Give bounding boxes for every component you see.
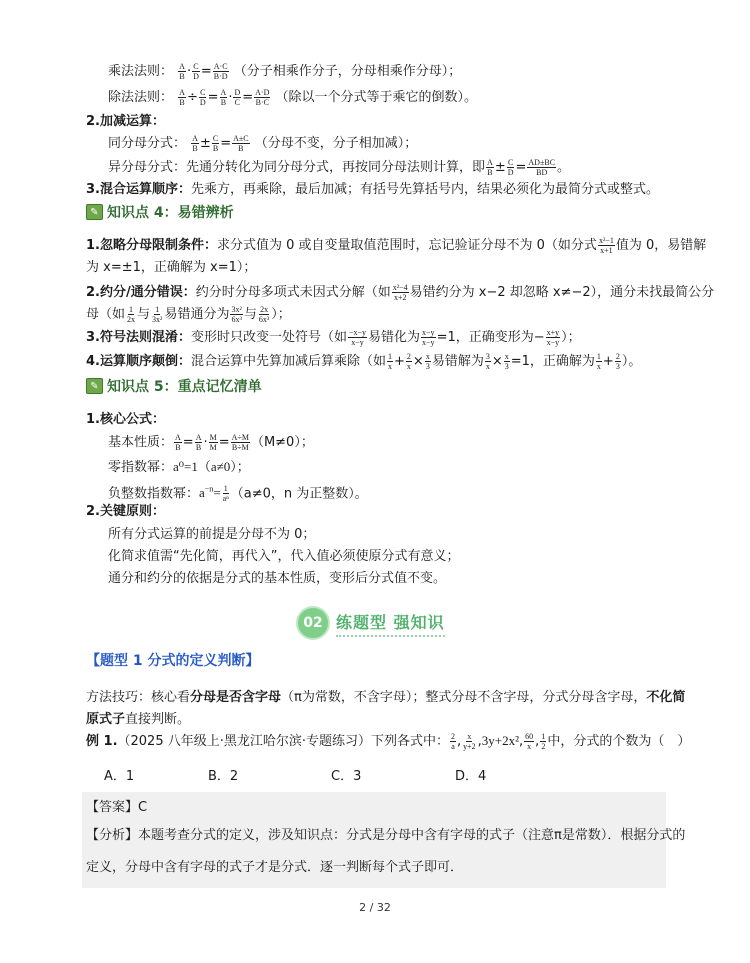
error-2-line2: 母（如 $\frac{1}{2x}$ 与 $\frac{1}{\text{3x²}}$ 易错通分为 $\frac{\text{3x²}}{\text{6x³}}$ 与 $\frac{2x}{\text{6x³}}$ ）； — [86, 305, 291, 324]
same-denominator-rule: 同分母分式： $\frac{A}{B}$ ± $\frac{C}{B}$ = $\frac{A\pm C}{B}$ （分母不变，分子相加减）； — [108, 134, 418, 153]
principle-3: 通分和约分的依据是分式的基本性质，变形后分式值不变。 — [108, 571, 447, 586]
method-tip: 方法技巧：核心看分母是否含字母（π为常数，不含字母）；整式分母不含字母，分式分母含字母，不化简 — [86, 690, 686, 705]
error-3: 3.符号法则混淆：变形时只改变一处符号（如 $\frac{-x-y}{x-y}$ 易错化为 $\frac{x-y}{x-y}$ =1，正确变形为− $\frac{x+y}{x-y}$ ）； — [86, 328, 581, 347]
kp5-title: ✎ 知识点 5：重点记忆清单 — [86, 376, 262, 396]
section-title: 练题型 强知识 — [336, 610, 445, 637]
add-heading: 2.加减运算： — [86, 114, 165, 129]
answer: 【答案】C — [86, 800, 148, 815]
option-b: B．2 — [208, 769, 239, 784]
page-number: 2 / 32 — [359, 901, 391, 914]
section-number-badge: 02 — [296, 606, 330, 640]
zero-exponent: 零指数幂：a⁰=1（a≠0）； — [108, 459, 250, 475]
analysis-line-1: 【分析】本题考查分式的定义，涉及知识点：分式是分母中含有字母的式子（注意π是常数）．根据分式的 — [86, 828, 686, 843]
section-banner — [296, 606, 445, 640]
kp4-title: ✎ 知识点 4：易错辨析 — [86, 202, 234, 222]
div-rule: 除法法则： $\frac{A}{B}$ ÷ $\frac{C}{D}$ = $\frac{A}{B}$ · $\frac{D}{C}$ = $\frac{A\cdot D}{B\cdot C}$ （除以一个分式等于乘它的倒数）。 — [108, 88, 478, 107]
option-a: A．1 — [104, 769, 135, 784]
analysis-line-2: 定义，分母中含有字母的式子才是分式．逐一判断每个式子即可． — [86, 860, 464, 875]
mix-order: 3.混合运算顺序：先乘方，再乘除，最后加减；有括号先算括号内，结果必须化为最简分式或整式。 — [86, 182, 659, 197]
mul-rule: 乘法法则： $\frac{A}{B}$ · $\frac{C}{D}$ = $\frac{A\cdot C}{B\cdot D}$ （分子相乘作分子，分母相乘作分母）； — [108, 62, 462, 81]
negative-exponent: 负整数指数幂：$a^{-n}=$ $\frac{1}{\text{aⁿ}}$ （a≠0，n 为正整数）。 — [108, 484, 368, 504]
pencil-note-icon: ✎ — [86, 378, 103, 394]
error-4: 4.运算顺序颠倒：混合运算中先算加减后算乘除（如 $\frac{1}{x}$ + $\frac{2}{x}$ × $\frac{x}{3}$ 易错解为 $\frac{3}{x}$ × $\frac{x}{3}$ =1，正确解为 $\frac{1}{x}$ + $\frac{2}{3}$ ）。 — [86, 352, 642, 371]
error-2: 2.约分/通分错误：约分时分母多项式未因式分解（如 $\frac{\text{x²−4}}{x+2}$ 易错约分为 x−2 却忽略 x≠−2），通分未找最简公分 — [86, 283, 715, 302]
principle-1: 所有分式运算的前提是分母不为 0； — [108, 527, 316, 542]
option-c: C．3 — [331, 769, 362, 784]
basic-property: 基本性质： $\frac{A}{B}$ = $\frac{A}{B}$ · $\frac{M}{M}$ = $\frac{A\div M}{B\div M}$ （M≠0）； — [108, 433, 314, 452]
example-1: 例 1.（2025 八年级上·黑龙江哈尔滨·专题练习）下列各式中： $\frac{2}{a}$ , $\frac{x}{y+2}$ ,3y+2x², $\frac{60}{x}$ , $\frac{1}{2}$ 中，分式的个数为（ ） — [86, 732, 691, 751]
error-1: 1.忽略分母限制条件：求分式值为 0 或自变量取值范围时，忘记验证分母不为 0（如分式 $\frac{\text{x²−1}}{x+1}$ 值为 0，易错解 — [86, 236, 707, 255]
core-heading: 1.核心公式： — [86, 412, 165, 427]
key-heading: 2.关键原则： — [86, 504, 165, 519]
method-tip-line2: 原式子直接判断。 — [86, 712, 191, 727]
error-1-line2: 为 x=±1，正确解为 x=1）； — [86, 260, 257, 275]
principle-2: 化简求值需“先化简，再代入”，代入值必须使原分式有意义； — [108, 549, 460, 564]
type-1-title: 【题型 1 分式的定义判断】 — [86, 653, 260, 669]
pencil-note-icon: ✎ — [86, 204, 103, 220]
diff-denominator-rule: 异分母分式：先通分转化为同分母分式，再按同分母法则计算，即 $\frac{A}{B}$ ± $\frac{C}{D}$ = $\frac{AD\pm BC}{BD}$ 。 — [108, 158, 571, 177]
option-d: D．4 — [455, 769, 487, 784]
